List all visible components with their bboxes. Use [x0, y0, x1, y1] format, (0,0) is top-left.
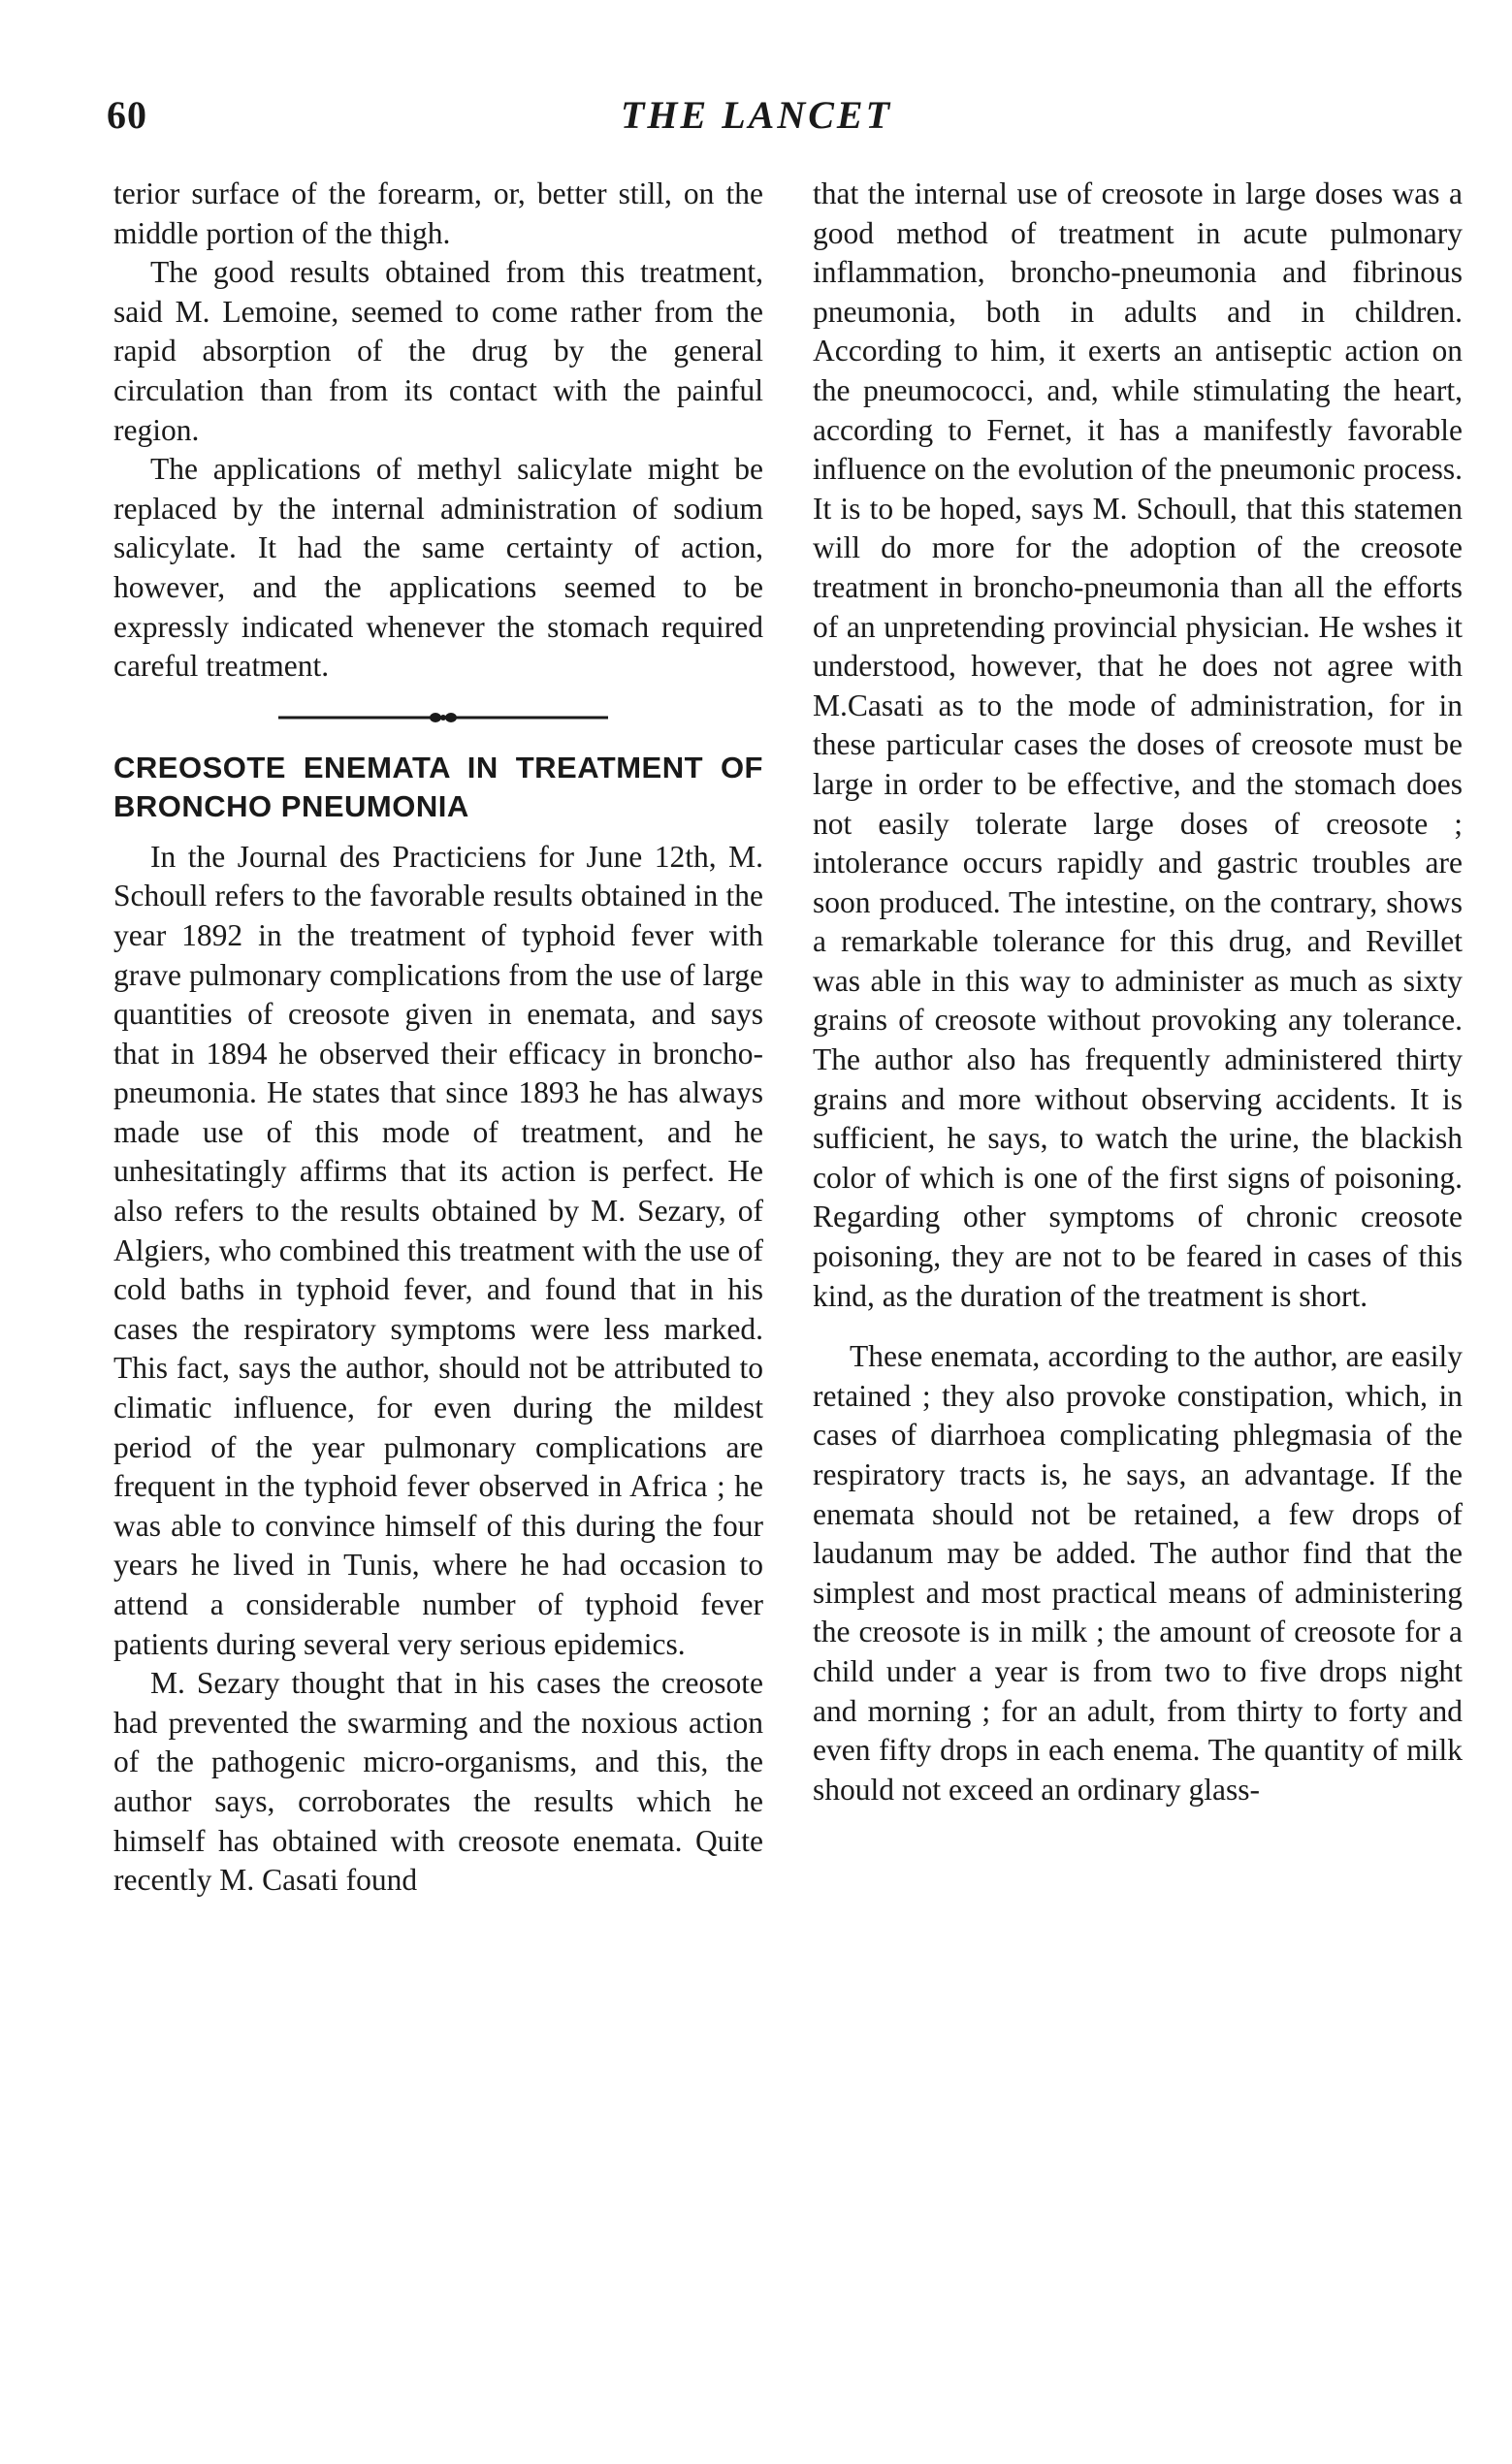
paragraph: These enemata, according to the author, are easily retained ; they also provoke constipation, which, in cases of diarrhoea complicating phlegmasia of the respiratory tracts is, he says, an advantage. If the enemata should not be retained, a few drops of laudanum may be added. The author find that the simplest and most practical means of administering the creosote is in milk ; the amount of creosote for a child under a year is from two to five drops night and morning ; for an adult, from thirty to forty and even fifty drops in each enema. The quantity of milk should not exceed an ordinary glass-	[813, 1339, 1463, 1807]
paragraph: In the Journal des Practiciens for June 12th, M. Schoull refers to the favorable results obtained in the year 1892 in the treatment of typhoid fever with grave pulmonary complications from the use of large quantities of creosote given in enemata, and says that in 1894 he observed their efficacy in broncho-pneumonia. He states that since 1893 he has always made use of this mode of treatment, and he unhesitatingly affirms that its action is perfect. He also refers to the results obtained by M. Sezary, of Algiers, who combined this treatment with the use of cold baths in typhoid fever, and found that in his cases the respiratory symptoms were less marked. This fact, says the author, should not be attributed to climatic influence, for even during the mildest period of the year pulmonary complications are frequent in the typhoid fever observed in Africa ; he was able to convince himself of this during the four years he lived in Tunis, where he had occasion to attend a considerable number of typhoid fever patients during several very serious epidemics.	[113, 839, 763, 1661]
paragraph: M. Sezary thought that in his cases the creosote had prevented the swarming and the noxious action of the pathogenic micro-organisms, and this, the author says, corroborates the results which he himself has obtained with creosote enemata. Quite recently M. Casati found	[113, 1666, 763, 1898]
journal-title: THE LANCET	[620, 93, 893, 137]
paragraph: that the internal use of creosote in large doses was a good method of treatment in acute pulmonary inflammation, broncho-pneumonia and fibrinous pneumonia, both in adults and in children. According to him, it exerts an antiseptic action on the pneumococci, and, while stimulating the heart, according to Fernet, it has a manifestly favorable influence on the evolution of the pneumonic process. It is to be hoped, says M. Schoull, that this statemen will do more for the adoption of the creosote treatment in broncho-pneumonia than all the efforts of an unpretending provincial physician. He wshes it understood, however, that he does not agree with M.Casati as to the mode of administration, for in these particular cases the doses of creosote must be large in order to be effective, and the stomach does not easily tolerate large doses of creosote ; intolerance occurs rapidly and gastric troubles are soon produced. The intestine, on the contrary, shows a remarkable tolerance for this drug, and Revillet was able in this way to administer as much as sixty grains of creosote without provoking any tolerance. The author also has frequently administered thirty grains and more without observing accidents. It is sufficient, he says, to watch the urine, the blackish color of which is one of the first signs of poisoning. Regarding other symptoms of chronic creosote poisoning, they are not to be feared in cases of this kind, as the duration of the treatment is short.	[813, 176, 1463, 1313]
left-column	[113, 175, 763, 1901]
running-head	[107, 92, 1406, 150]
paragraph: The good results obtained from this treatment, said M. Lemoine, seemed to come rather from the rapid absorption of the drug by the general circulation than from its contact with the painful region.	[113, 255, 763, 447]
right-column	[813, 175, 1463, 1809]
page-number: 60	[107, 93, 147, 137]
paragraph: terior surface of the forearm, or, better still, on the middle portion of the thigh.	[113, 176, 763, 250]
ornament-rule-icon	[278, 708, 608, 727]
section-separator	[113, 687, 763, 749]
paragraph: The applications of methyl salicylate might be replaced by the internal administration of sodium salicylate. It had the same certainty of action, however, and the applications seemed to be expressly indicated whenever the stomach required careful treatment.	[113, 452, 763, 684]
section-heading: CREOSOTE ENEMATA IN TREATMENT OF BRONCHO PNEUMONIA	[113, 750, 763, 823]
